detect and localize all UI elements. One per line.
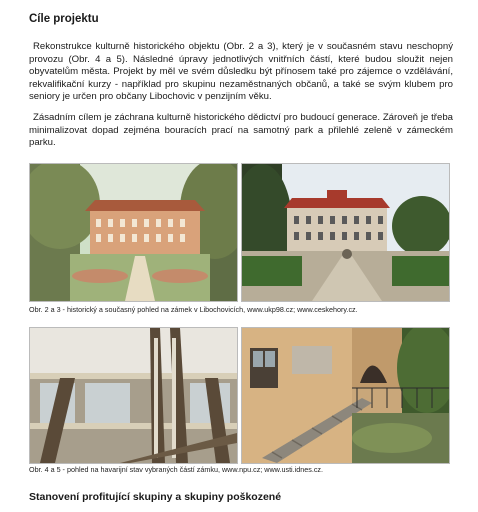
paragraph-heritage: Zásadním cílem je záchrana kulturně historického dědictví pro budoucí generace. Zároveň je třeba minimalizovat dopad zejména bouracích prací na samotný park a přilehlé zeleně v zámeckém parku. <box>29 112 453 149</box>
section-title: Cíle projektu <box>29 13 99 25</box>
section-subtitle: Stanovení profitující skupiny a skupiny poškozené <box>29 491 282 503</box>
photo-chateau-current <box>241 163 450 302</box>
caption-figures-4-5: Obr. 4 a 5 - pohled na havarijní stav vybraných částí zámku, www.npu.cz; www.usti.idnes.cz. <box>29 465 324 474</box>
photo-damaged-ceiling <box>29 327 238 464</box>
photo-courtyard-stairs <box>241 327 450 464</box>
paragraph-goals: Rekonstrukce kulturně historického objektu (Obr. 2 a 3), který je v současném stavu neschopný provozu (Obr. 4 a 5). Následné úpravy jednotlivých vnitřních částí, které budou sloužit nejen obyvatelům města. Projekt by měl ve svém důsledku být přínosem také pro zájemce o vzdělávání, rekvalifikační kurzy - například pro skupinu nezaměstnaných občanů, a také se svým klubem pro seniory je určen pro občany Libochovic v penzijním věku. <box>29 41 453 103</box>
caption-figures-2-3: Obr. 2 a 3 - historický a současný pohled na zámek v Libochovicích, www.ukp98.cz; www.ceskehory.cz. <box>29 305 358 314</box>
photo-chateau-historical <box>29 163 238 302</box>
